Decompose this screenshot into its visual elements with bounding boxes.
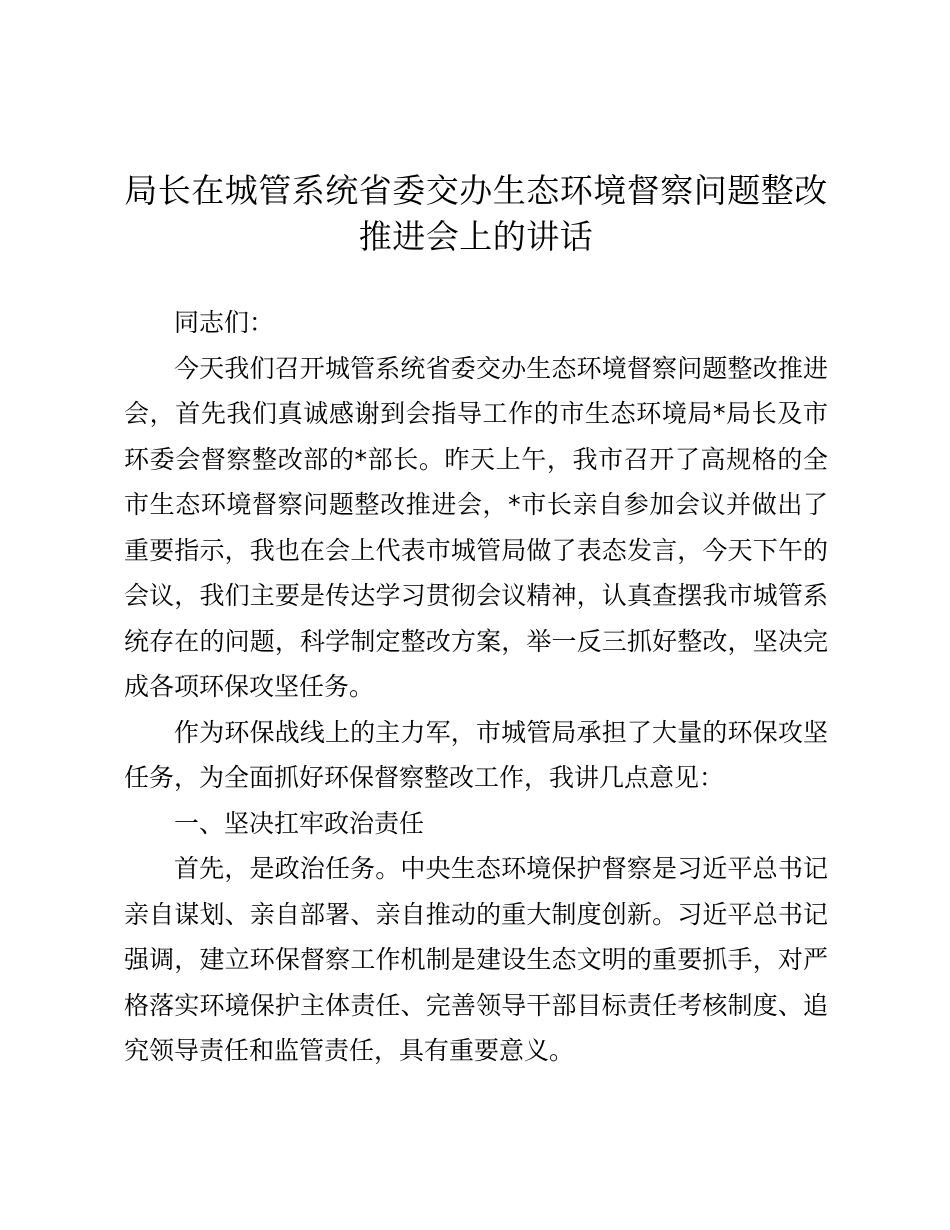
paragraph-salutation: 同志们：	[174, 308, 275, 337]
paragraph-opening: 今天我们召开城管系统省委交办生态环境督察问题整改推进会，首先我们真诚感谢到会指导工作的市生态环境局*局长及市环委会督察整改部的*部长。昨天上午，我市召开了高规格的全市生态环境督察问题整改推进会，*市长亲自参加会议并做出了重要指示，我也在会上代表市城管局做了表态发言，今天下午的会议，我们主要是传达学习贯彻会议精神，认真查摆我市城管系统存在的问题，科学制定整改方案，举一反三抓好整改，坚决完成各项环保攻坚任务。	[124, 353, 828, 701]
document-body	[124, 300, 828, 1074]
paragraph-intro: 作为环保战线上的主力军，市城管局承担了大量的环保攻坚任务，为全面抓好环保督察整改工作，我讲几点意见：	[124, 717, 828, 792]
section-heading: 一、坚决扛牢政治责任	[174, 808, 425, 838]
document-title: 局长在城管系统省委交办生态环境督察问题整改推进会上的讲话	[124, 171, 828, 256]
document-page	[124, 168, 828, 1074]
paragraph-political-task: 首先，是政治任务。中央生态环境保护督察是习近平总书记亲自谋划、亲自部署、亲自推动的重大制度创新。习近平总书记强调，建立环保督察工作机制是建设生态文明的重要抓手，对严格落实环境保护主体责任、完善领导干部目标责任考核制度、追究领导责任和监管责任，具有重要意义。	[124, 854, 828, 1065]
